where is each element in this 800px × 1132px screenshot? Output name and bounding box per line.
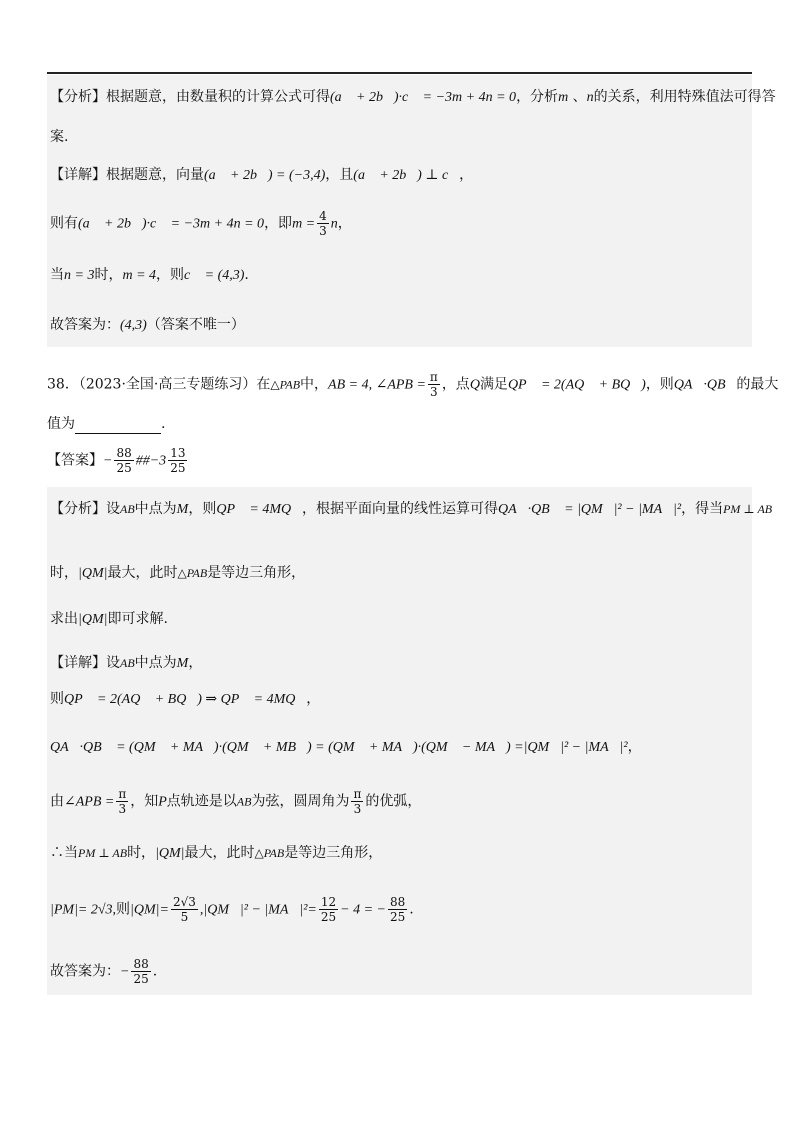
- top-rule: [47, 72, 752, 74]
- fraction: $\frac{4}{3}$: [319, 209, 327, 238]
- detail-line-6: |PM|= 2√3,则|QM|= $\frac{2√3}{5}$ ,|QM⃗|² − |MA⃗|²= $\frac{12}{25}$ − 4 = − $\frac{88}{25}$ .: [50, 895, 414, 924]
- analysis-line: 【分析】根据题意，由数量积的计算公式可得(a⃗ + 2b⃗)·c⃗ = −3m + 4n = 0，分析m 、n的关系，利用特殊值法可得答: [50, 89, 776, 105]
- analysis-tag: 【分析】: [50, 89, 106, 105]
- detail-line-2: 则QP⃗ = 2(AQ⃗ + BQ⃗) ⇒ QP⃗ = 4MQ⃗，: [50, 691, 321, 707]
- detail-line: 【详解】设AB中点为M，: [50, 655, 203, 671]
- detail-line-5: ∴当PM ⊥ AB时，|QM|最大，此时△PAB是等边三角形，: [50, 845, 383, 861]
- fraction: $\frac{88}{25}$: [133, 957, 149, 986]
- detail-line-2: 则有(a⃗ + 2b⃗)·c⃗ = −3m + 4n = 0，即m = $\frac{4}{3}$ n，: [50, 209, 352, 238]
- analysis-line-2: 时，|QM|最大，此时△PAB是等边三角形，: [50, 565, 306, 581]
- detail-tag: 【详解】: [50, 655, 106, 671]
- fraction: $\frac{88}{25}$: [389, 895, 406, 924]
- analysis-tag: 【分析】: [50, 501, 106, 517]
- answer-row: 【答案】− $\frac{88}{25}$ ##−3 $\frac{13}{25}$: [47, 446, 186, 475]
- detail-line-4: 由∠APB = $\frac{\pi}{3}$ ，知P点轨迹是以AB为弦，圆周角为 $\frac{\pi}{3}$ 的优弧，: [50, 787, 422, 816]
- fraction: $\frac{\pi}{3}$: [353, 787, 362, 816]
- question-number: 38．: [47, 376, 79, 393]
- question-stem-cont: 值为 .: [47, 416, 166, 432]
- analysis-line: 【分析】设AB中点为M，则QP⃗ = 4MQ⃗，根据平面向量的线性运算可得QA⃗·QB⃗ = |QM⃗|² − |MA⃗|²，得当PM ⊥ AB: [50, 501, 773, 517]
- fraction: $\frac{12}{25}$: [320, 895, 337, 924]
- answer-tag: 【答案】: [47, 452, 103, 469]
- answer-line: 故答案为：(4,3)（答案不唯一）: [50, 317, 245, 333]
- fraction: $\frac{\pi}{3}$: [118, 787, 127, 816]
- answer-blank: [75, 419, 161, 434]
- formula: (a⃗ + 2b⃗)·c⃗ = −3m + 4n = 0: [330, 90, 517, 105]
- fraction: $\frac{88}{25}$: [116, 446, 132, 475]
- analysis-line-3: 求出|QM|即可求解.: [50, 611, 168, 627]
- fraction: $\frac{\pi}{3}$: [429, 370, 438, 399]
- detail-tag: 【详解】: [50, 167, 106, 183]
- fraction: $\frac{2√3}{5}$: [172, 895, 196, 924]
- detail-line: 【详解】根据题意，向量(a⃗ + 2b⃗) = (−3,4)，且(a⃗ + 2b⃗) ⊥ c⃗，: [50, 167, 474, 183]
- fraction: $\frac{13}{25}$: [170, 446, 186, 475]
- question-stem: 38．（2023·全国·高三专题练习）在△PAB中，AB = 4, ∠APB = $\frac{\pi}{3}$ ，点Q满足QP⃗ = 2(AQ⃗ + BQ⃗)，则QA⃗·QB⃗的最大: [47, 370, 779, 399]
- question-source: （2023·全国·高三专题练习）在: [78, 376, 271, 393]
- detail-line-3: QA⃗·QB⃗ = (QM⃗ + MA⃗)·(QM⃗ + MB⃗) = (QM⃗ + MA⃗)·(QM⃗ − MA⃗) =|QM⃗|² − |MA⃗|²，: [50, 739, 642, 755]
- solution-block-37: [47, 75, 776, 347]
- answer-line: 故答案为：− $\frac{88}{25}$ .: [50, 957, 158, 986]
- solution-block-38: [47, 487, 773, 995]
- analysis-continuation: 案.: [50, 129, 69, 145]
- detail-line-3: 当n = 3时，m = 4，则c⃗ = (4,3).: [50, 267, 249, 283]
